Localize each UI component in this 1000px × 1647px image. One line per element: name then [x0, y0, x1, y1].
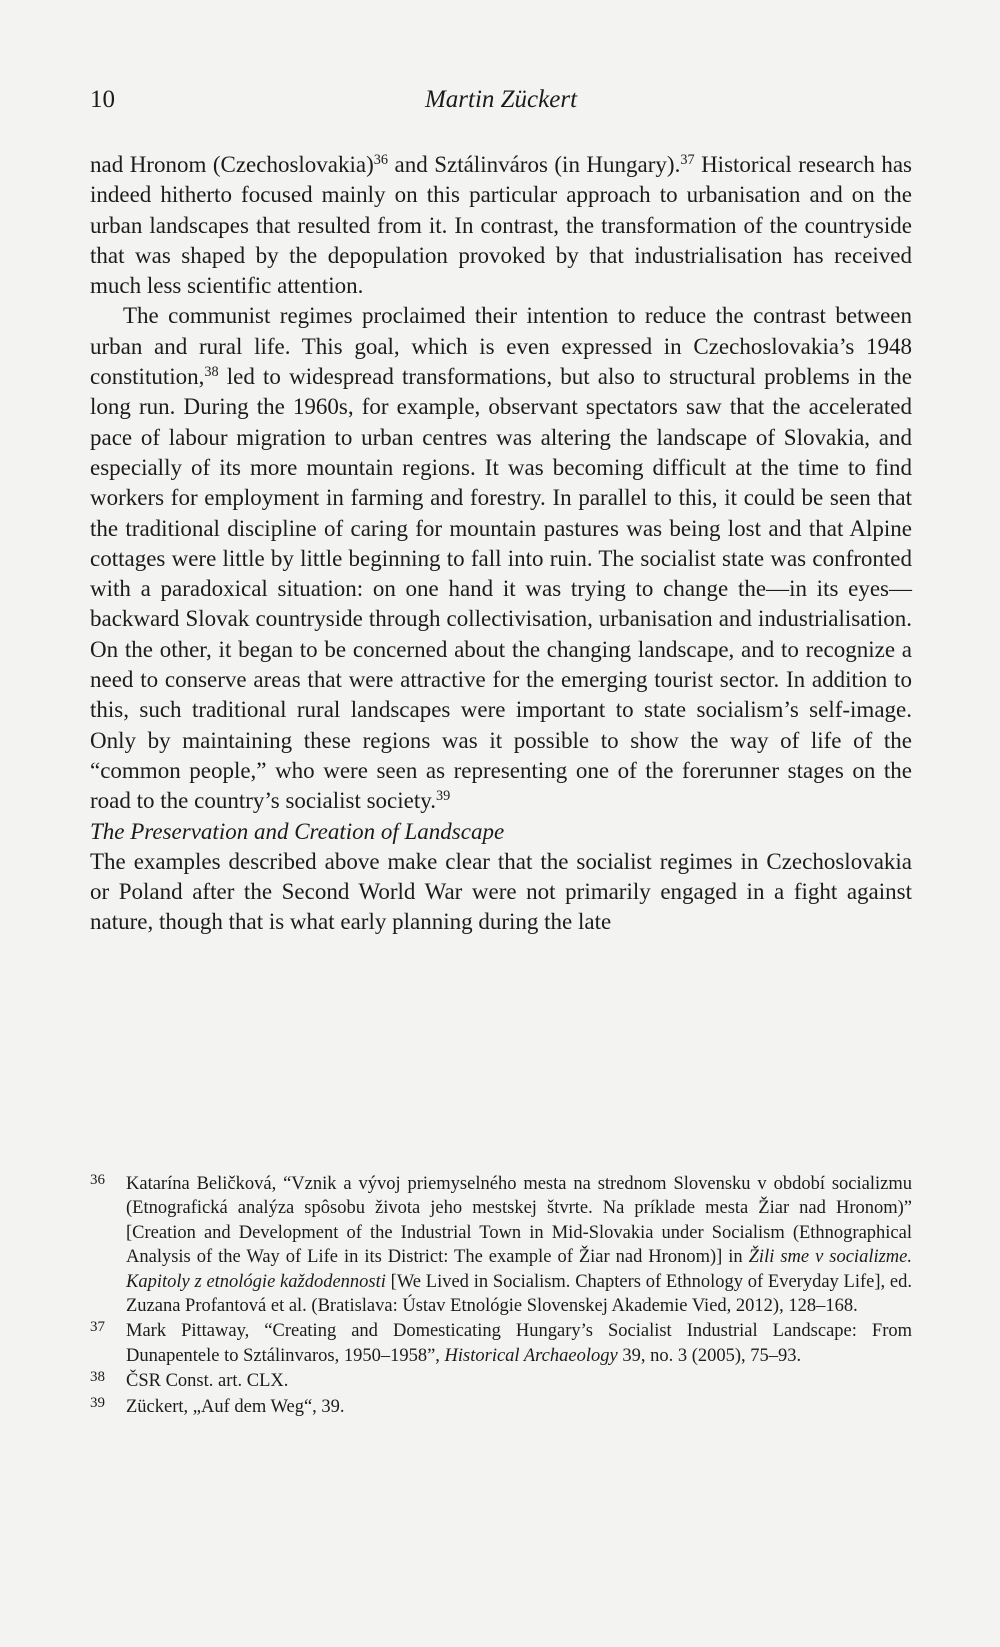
- footnote-text: [We Lived in Socialism. Chapters of Ethnology of Everyday Life], ed. Zuzana Profantová et al. (Bratislava: Ústav Etnológie Slovenskej Akademie Vied, 2012), 128–168.: [126, 1271, 912, 1317]
- paragraph-2-text-b: led to widespread transformations, but also to structural problems in the long run. During the 1960s, for example, observant spectators saw that the accelerated pace of labour migration to urban centres was altering the landscape of Slovakia, and especially of its more mountain regions. It was becoming difficult at the time to find workers for employment in farming and forestry. In parallel to this, it could be seen that the traditional discipline of caring for mountain pastures was being lost and that Alpine cottages were little by little beginning to fall into ruin. The socialist state was confronted with a paradoxical situation: on one hand it was trying to change the—in its eyes—backward Slovak countryside through collectivisation, urbanisation and industrialisation. On the other, it began to be concerned about the changing landscape, and to recognize a need to conserve areas that were attractive for the emerging tourist sector. In addition to this, such traditional rural landscapes were important to state socialism’s self-image. Only by maintaining these regions was it possible to show the way of life of the “common people,” who were seen as representing one of the forerunner stages on the road to the country’s socialist society.: [90, 364, 912, 814]
- footnote-ref-39[interactable]: 39: [436, 788, 451, 805]
- paragraph-2-text-a: The communist regimes proclaimed their intention to reduce the contrast between urban and rural life. This goal, which is even expressed in Czechoslovakia’s 1948 constitution,: [90, 303, 912, 390]
- paragraph-1: [90, 150, 912, 301]
- footnote-number: 37: [90, 1319, 105, 1336]
- footnote-text: 39, no. 3 (2005), 75–93.: [617, 1345, 802, 1366]
- paragraph-1-text-a: nad Hronom (Czechoslovakia): [90, 152, 374, 177]
- footnote-39: [90, 1395, 912, 1419]
- footnote-38: [90, 1369, 912, 1393]
- footnote-36: [90, 1172, 912, 1318]
- footnotes: [90, 1172, 912, 1420]
- footnote-text: ČSR Const. art. CLX.: [126, 1371, 289, 1392]
- paragraph-1-text-b: and Sztálinváros (in Hungary).: [388, 152, 681, 177]
- footnote-number: 38: [90, 1369, 105, 1386]
- running-header: [90, 86, 912, 120]
- footnote-ref-37[interactable]: 37: [680, 152, 695, 169]
- section-heading: The Preservation and Creation of Landscape: [90, 818, 505, 844]
- footnote-number: 39: [90, 1394, 105, 1411]
- footnote-37: [90, 1319, 912, 1368]
- footnote-ref-36[interactable]: 36: [373, 152, 389, 169]
- footnote-ref-38[interactable]: 38: [204, 364, 219, 381]
- footnote-title: Žili sme v socializme. Kapitoly z etnológie každodennosti: [126, 1247, 912, 1292]
- running-author: Martin Zückert: [424, 86, 578, 113]
- footnote-number: 36: [90, 1172, 105, 1188]
- footnote-text: Zückert, „Auf dem Weg“, 39.: [126, 1396, 345, 1417]
- page-number: 10: [90, 86, 115, 113]
- footnote-text: Katarína Beličková, “Vznik a vývoj priemyselného mesta na strednom Slovensku v období socializmu (Etnografická analýza spôsobu života jeho mestskej štvrte. Na príklade mesta Žiar nad Hronom)” [Creation and Development of the Industrial Town in Mid-Slovakia under Socialism (Ethnographical Analysis of the Way of Life in its District: The example of Žiar nad Hronom)] in: [126, 1174, 912, 1268]
- footnote-text: Mark Pittaway, “Creating and Domesticating Hungary’s Socialist Industrial Landscape: From Dunapentele to Sztálinvaros, 1950–1958”,: [126, 1321, 912, 1366]
- paragraph-1-text-c: Historical research has indeed hitherto focused mainly on this particular approach to urbanisation and on the urban landscapes that resulted from it. In contrast, the transformation of the countryside that was shaped by the depopulation provoked by that industrialisation has received much less scientific attention.: [90, 152, 912, 299]
- main-text: [90, 150, 912, 938]
- paragraph-3: The examples described above make clear that the socialist regimes in Czechoslovakia or Poland after the Second World War were not primarily engaged in a fight against nature, though that is what early planning during the late: [90, 848, 912, 935]
- paragraph-2: [90, 301, 912, 816]
- footnote-title: Historical Archaeology: [444, 1345, 618, 1366]
